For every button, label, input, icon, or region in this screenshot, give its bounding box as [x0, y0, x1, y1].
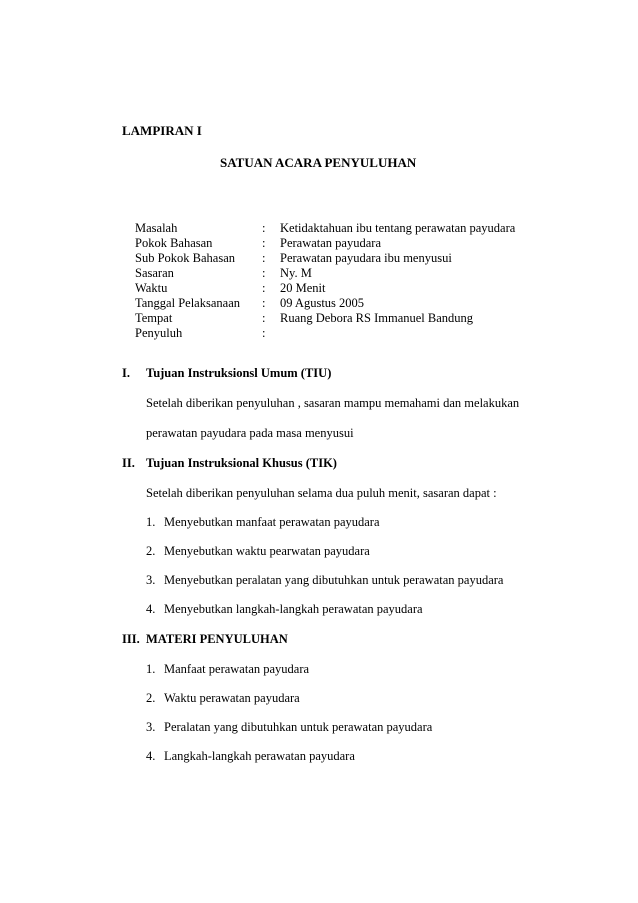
list-item: Waktu perawatan payudara [164, 691, 300, 705]
list-item: Menyebutkan peralatan yang dibutuhkan untuk perawatan payudara [164, 573, 504, 587]
list-item-number: 4. [146, 749, 156, 763]
info-colon: : [262, 281, 266, 295]
list-item-number: 2. [146, 691, 156, 705]
info-value: Perawatan payudara ibu menyusui [280, 251, 452, 265]
info-label: Tempat [135, 311, 173, 325]
lampiran-label: LAMPIRAN I [122, 123, 202, 138]
info-value: Ruang Debora RS Immanuel Bandung [280, 311, 474, 325]
info-label: Penyuluh [135, 326, 183, 340]
info-value: Ketidaktahuan ibu tentang perawatan payudara [280, 221, 516, 235]
list-item-number: 2. [146, 544, 156, 558]
list-item: Menyebutkan manfaat perawatan payudara [164, 515, 380, 529]
paragraph: perawatan payudara pada masa menyusui [146, 426, 354, 440]
info-value: Perawatan payudara [280, 236, 381, 250]
info-colon: : [262, 251, 266, 265]
info-label: Masalah [135, 221, 178, 235]
list-item-number: 1. [146, 515, 156, 529]
list-item: Menyebutkan langkah-langkah perawatan payudara [164, 602, 423, 616]
page-title: SATUAN ACARA PENYULUHAN [220, 155, 417, 170]
info-colon: : [262, 236, 266, 250]
section-heading: Tujuan Instruksional Khusus (TIK) [146, 456, 337, 470]
section-number: I. [122, 366, 130, 380]
info-value: Ny. M [280, 266, 312, 280]
info-colon: : [262, 296, 266, 310]
list-item: Manfaat perawatan payudara [164, 662, 310, 676]
info-label: Sasaran [135, 266, 174, 280]
list-item-number: 4. [146, 602, 156, 616]
info-colon: : [262, 326, 266, 340]
info-label: Pokok Bahasan [135, 236, 213, 250]
list-item-number: 3. [146, 720, 156, 734]
list-item-number: 3. [146, 573, 156, 587]
list-item: Langkah-langkah perawatan payudara [164, 749, 355, 763]
section-heading: MATERI PENYULUHAN [146, 632, 288, 646]
info-label: Waktu [135, 281, 168, 295]
section-number: III. [122, 632, 140, 646]
list-item-number: 1. [146, 662, 156, 676]
info-colon: : [262, 311, 266, 325]
list-item: Menyebutkan waktu pearwatan payudara [164, 544, 370, 558]
info-label: Tanggal Pelaksanaan [135, 296, 240, 310]
info-colon: : [262, 266, 266, 280]
info-value: 20 Menit [280, 281, 326, 295]
info-value: 09 Agustus 2005 [280, 296, 365, 310]
list-item: Peralatan yang dibutuhkan untuk perawatan payudara [164, 720, 433, 734]
info-label: Sub Pokok Bahasan [135, 251, 235, 265]
info-colon: : [262, 221, 266, 235]
paragraph: Setelah diberikan penyuluhan , sasaran mampu memahami dan melakukan [146, 396, 520, 410]
section-heading: Tujuan Instruksionsl Umum (TIU) [146, 366, 332, 380]
section-number: II. [122, 456, 135, 470]
paragraph: Setelah diberikan penyuluhan selama dua puluh menit, sasaran dapat : [146, 486, 497, 500]
